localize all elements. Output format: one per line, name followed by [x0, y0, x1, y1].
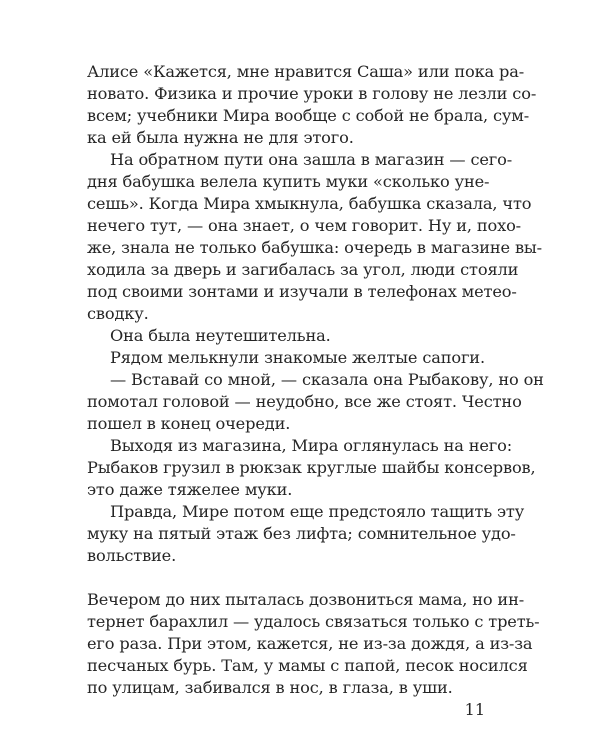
- text-line-25: тернет барахлил — удалось связаться только с треть-: [87, 612, 540, 631]
- text-line-11: под своими зонтами и изучали в телефонах метео-: [87, 282, 517, 301]
- text-line-10: ходила за дверь и загибалась за угол, люди стояли: [87, 260, 519, 279]
- text-line-13: Она была неутешительна.: [110, 326, 331, 345]
- text-line-15: — Вставай со мной, — сказала она Рыбакову, но он: [110, 370, 544, 389]
- text-line-23: вольствие.: [87, 546, 177, 565]
- text-line-14: Рядом мелькнули знакомые желтые сапоги.: [110, 348, 485, 367]
- text-line-28: по улицам, забивался в нос, в глаза, в уши.: [87, 678, 453, 697]
- text-line-5: На обратном пути она зашла в магазин — сего-: [110, 150, 513, 169]
- text-line-21: Правда, Мире потом еще предстояло тащить эту: [110, 502, 525, 521]
- text-line-2: новато. Физика и прочие уроки в голову не лезли со-: [87, 84, 537, 103]
- text-line-17: пошел в конец очереди.: [87, 414, 291, 433]
- text-line-20: это даже тяжелее муки.: [87, 480, 293, 499]
- text-line-6: дня бабушка велела купить муки «сколько уне-: [87, 172, 490, 191]
- text-line-3: всем; учебники Мира вообще с собой не брала, сум-: [87, 106, 530, 125]
- text-line-7: сешь». Когда Мира хмыкнула, бабушка сказала, что: [87, 194, 532, 213]
- text-line-27: песчаных бурь. Там, у мамы с папой, песок носился: [87, 656, 528, 675]
- text-line-16: помотал головой — неудобно, все же стоят. Честно: [87, 392, 522, 411]
- text-line-9: же, знала не только бабушка: очередь в магазине вы-: [87, 238, 542, 257]
- text-line-18: Выходя из магазина, Мира оглянулась на него:: [110, 436, 513, 455]
- text-line-26: его раза. При этом, кажется, не из-за дождя, а из-за: [87, 634, 533, 653]
- text-line-12: сводку.: [87, 304, 149, 323]
- page-number: 11: [464, 700, 485, 719]
- text-line-24: Вечером до них пыталась дозвониться мама, но ин-: [87, 590, 525, 609]
- text-line-1: Алисе «Кажется, мне нравится Саша» или пока ра-: [87, 62, 525, 81]
- text-line-22: муку на пятый этаж без лифта; сомнительное удо-: [87, 524, 516, 543]
- text-line-19: Рыбаков грузил в рюкзак круглые шайбы консервов,: [87, 458, 536, 477]
- text-line-4: ка ей была нужна не для этого.: [87, 128, 354, 147]
- text-line-8: нечего тут, — она знает, о чем говорит. Ну и, похо-: [87, 216, 521, 235]
